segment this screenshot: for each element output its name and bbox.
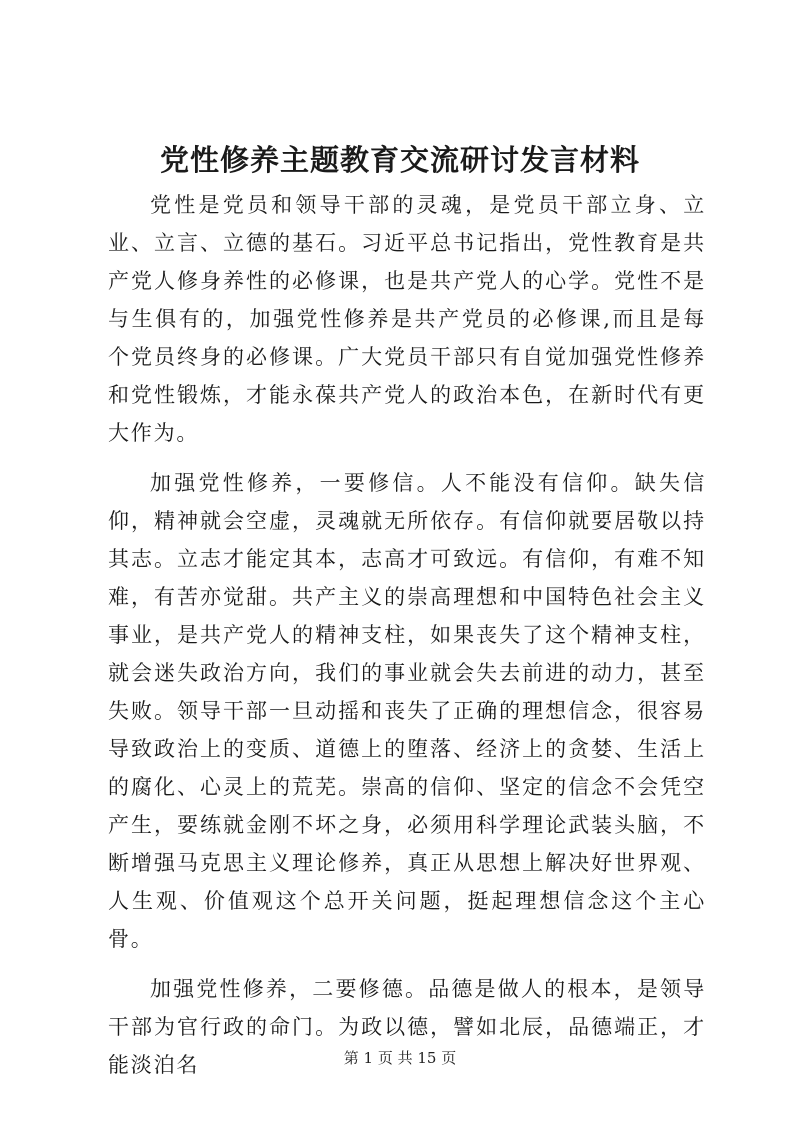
paragraph-virtue: 加强党性修养，二要修德。品德是做人的根本，是领导干部为官行政的命门。为政以德，譬如北辰，品德端正，才能淡泊名 — [108, 977, 706, 1077]
document-title: 党性修养主题教育交流研讨发言材料 — [159, 143, 640, 177]
page-number: 第 1 页 共 15 页 — [343, 1049, 457, 1067]
paragraph-intro: 党性是党员和领导干部的灵魂，是党员干部立身、立业、立言、立德的基石。习近平总书记指出，党性教育是共产党人修身养性的必修课，也是共产党人的心学。党性不是与生俱有的，加强党性修养是共产党员的必修课,而且是每个党员终身的必修课。广大党员干部只有自觉加强党性修养和党性锻炼，才能永葆共产党人的政治本色，在新时代有更大作为。 — [108, 193, 706, 445]
document-body — [108, 186, 706, 1084]
paragraph-faith: 加强党性修养，一要修信。人不能没有信仰。缺失信仰，精神就会空虚，灵魂就无所依存。有信仰就要居敬以持其志。立志才能定其本，志高才可致远。有信仰，有难不知难，有苦亦觉甜。共产主义的崇高理想和中国特色社会主义事业，是共产党人的精神支柱，如果丧失了这个精神支柱，就会迷失政治方向，我们的事业就会失去前进的动力，甚至失败。领导干部一旦动摇和丧失了正确的理想信念，很容易导致政治上的变质、道德上的堕落、经济上的贪婪、生活上的腐化、心灵上的荒芜。崇高的信仰、坚定的信念不会凭空产生，要练就金刚不坏之身，必须用科学理论武装头脑，不断增强马克思主义理论修养，真正从思想上解决好世界观、人生观、价值观这个总开关问题，挺起理想信念这个主心骨。 — [108, 471, 706, 951]
